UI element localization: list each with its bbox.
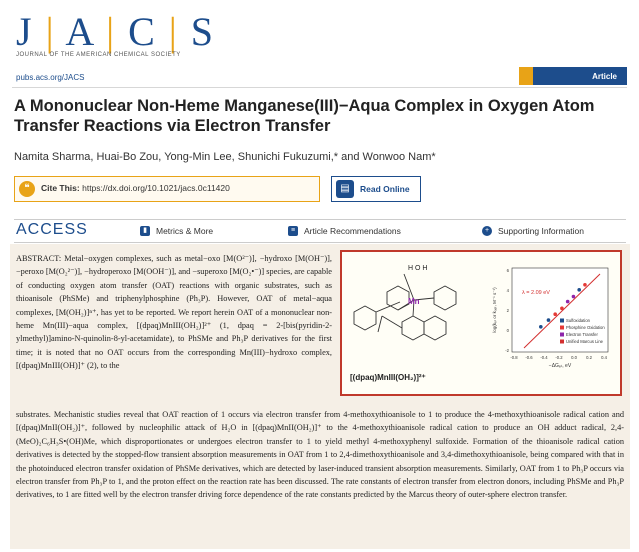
x-tick-6: 0.4	[601, 355, 607, 360]
journal-subtitle: JOURNAL OF THE AMERICAN CHEMICAL SOCIETY	[16, 52, 181, 58]
metrics-label: Metrics & More	[156, 226, 214, 236]
data-point-3	[560, 307, 564, 311]
legend-label-1: Phosphine Oxidation	[566, 325, 605, 330]
marcus-plot	[492, 268, 608, 369]
site-link[interactable]: pubs.acs.org/JACS	[16, 73, 85, 82]
x-tick-1: -0.6	[525, 355, 533, 360]
data-point-5	[572, 295, 576, 299]
lambda-label: λ = 2.09 eV	[522, 290, 550, 296]
metrics-link[interactable]	[140, 226, 213, 236]
legend-label-2: Electron Transfer	[566, 332, 598, 337]
data-point-7	[583, 283, 587, 287]
abstract-text-part1: ABSTRACT: Metal−oxygen complexes, such as metal−oxo [M(O²⁻)], −hydroxo [M(OH⁻)], −peroxo [M(O₂²⁻)], −hydroperoxo [M(OOH⁻)], and −superoxo [M(O₂•⁻)] species, are capable of conducting oxygen atom transfer (OAT) reactions with organic substrates, such as thioanisole (PhSMe) and triphenylphosphine (Ph₃P). However, OAT of metal−aqua complexes, [M(OH₂)]ⁿ⁺, has yet to be reported. We report herein OAT of a mononuclear non-heme Mn(III)−aqua complex, [(dpaq)MnIII(OH₂)]²⁺ (1, dpaq = 2-[bis(pyridin-2-ylmethyl)]amino-N-quinolin-8-yl-acetamidate), to PhSMe and Ph₃P derivatives for the first time; it is noted that no OAT occurs from the corresponding Mn(III)−hydroxo complex, [(dpaq)MnIII(OH)]⁺ (2), to the	[16, 254, 332, 371]
read-online-icon: ▤	[336, 180, 354, 198]
header-divider	[12, 87, 627, 88]
y-tick-4: -2	[505, 348, 509, 353]
legend-swatch-2	[560, 333, 564, 337]
complex-label: [(dpaq)MnIII(OH₂)]²⁺	[350, 373, 426, 382]
y-tick-2: 2	[506, 308, 509, 313]
metal-label: Mn	[408, 297, 420, 306]
author-list[interactable]: Namita Sharma, Huai-Bo Zou, Yong-Min Lee, Shunichi Fukuzumi,* and Wonwoo Nam*	[14, 151, 436, 163]
supporting-info-link[interactable]	[482, 226, 584, 236]
document-icon: ≡	[288, 226, 298, 236]
recommendations-link[interactable]	[288, 226, 401, 236]
abstract-section	[10, 244, 630, 549]
x-tick-4: 0.0	[571, 355, 577, 360]
data-point-6	[577, 288, 581, 292]
legend-swatch-3	[560, 340, 564, 344]
x-axis-label: −ΔGₑₜ, eV	[548, 363, 572, 369]
access-label: ACCESS	[16, 221, 88, 238]
y-tick-1: 4	[506, 288, 509, 293]
journal-header	[0, 0, 639, 92]
data-point-2	[553, 312, 557, 316]
recommendations-label: Article Recommendations	[304, 226, 401, 236]
cite-this-box[interactable]	[14, 176, 320, 202]
journal-logo[interactable]: J | A | C | S	[16, 9, 216, 54]
y-tick-0: 6	[506, 268, 509, 273]
y-tick-3: 0	[506, 328, 509, 333]
abstract-text-part2: substrates. Mechanistic studies reveal that OAT reaction of 1 occurs via electron transfer from 4-methoxythioanisole to 1 to produce the 4-methoxythioanisole radical cation and [(dpaq)MnII(OH₂)]⁺, followed by nucleophilic attack of H₂O in [(dpaq)MnII(OH₂)]⁺ to the 4-methoxythioanisole radical cation to produce an OH adduct radical, 2,4-(MeO)₂C₆H₃S•(OH)Me, which disproportionates or undergoes electron transfer to 1 to yield methyl 4-methoxyphenyl sulfoxide. Formation of the thioanisole radical cation derivatives is detected by the stopped-flow transient absorption measurements in OAT from 1 to 2,4-dimethoxythioanisole and 3,4-dimethoxythioanisole, being compared with that in the photoinduced electron transfer oxidation of PhSMe derivatives, which are detected by laser-induced transient absorption measurements. Similarly, OAT from 1 to Ph₃P occurs via electron transfer from Ph₃P to 1, and the proton effect on the reaction rate has been discussed. The rate constants of electron transfer from electron donors, including PhSMe and Ph₃P derivatives, to 1 are fitted well by the electron transfer driving force dependence of the rate constants predicted by the Marcus theory of outer-sphere electron transfer.	[16, 410, 624, 500]
y-axis-label: log(kₑₜ or kₒₐₜ, M⁻¹ s⁻¹)	[492, 287, 497, 333]
legend-swatch-1	[560, 326, 564, 330]
water-ligand: H O H	[408, 265, 428, 272]
x-tick-0: -0.8	[510, 355, 518, 360]
cite-text	[41, 183, 230, 193]
article-type-badge: Article	[519, 67, 627, 85]
data-point-0	[539, 325, 543, 329]
cite-label: Cite This:	[41, 183, 80, 193]
read-online-button[interactable]	[331, 176, 421, 202]
plus-icon: +	[482, 226, 492, 236]
legend-label-0: Sulfoxidation	[566, 318, 590, 323]
x-tick-5: 0.2	[586, 355, 592, 360]
legend-swatch-0	[560, 319, 564, 323]
toc-graphic	[340, 250, 622, 396]
access-bar	[14, 219, 626, 243]
supporting-info-label: Supporting Information	[498, 226, 584, 236]
cite-icon: ❝	[19, 181, 35, 197]
article-title: A Mononuclear Non-Heme Manganese(III)−Aqua Complex in Oxygen Atom Transfer Reactions via Electron Transfer	[14, 97, 595, 135]
x-tick-3: -0.2	[555, 355, 563, 360]
data-point-4	[566, 300, 570, 304]
legend-label-3: Unified Marcus Line	[566, 339, 604, 344]
toc-svg	[342, 252, 620, 394]
molecule-structure	[354, 274, 456, 340]
bar-chart-icon: ▮	[140, 226, 150, 236]
x-tick-2: -0.4	[540, 355, 548, 360]
data-point-1	[547, 318, 551, 322]
read-online-label: Read Online	[360, 184, 410, 194]
doi-link[interactable]: https://dx.doi.org/10.1021/jacs.0c11420	[82, 183, 230, 193]
